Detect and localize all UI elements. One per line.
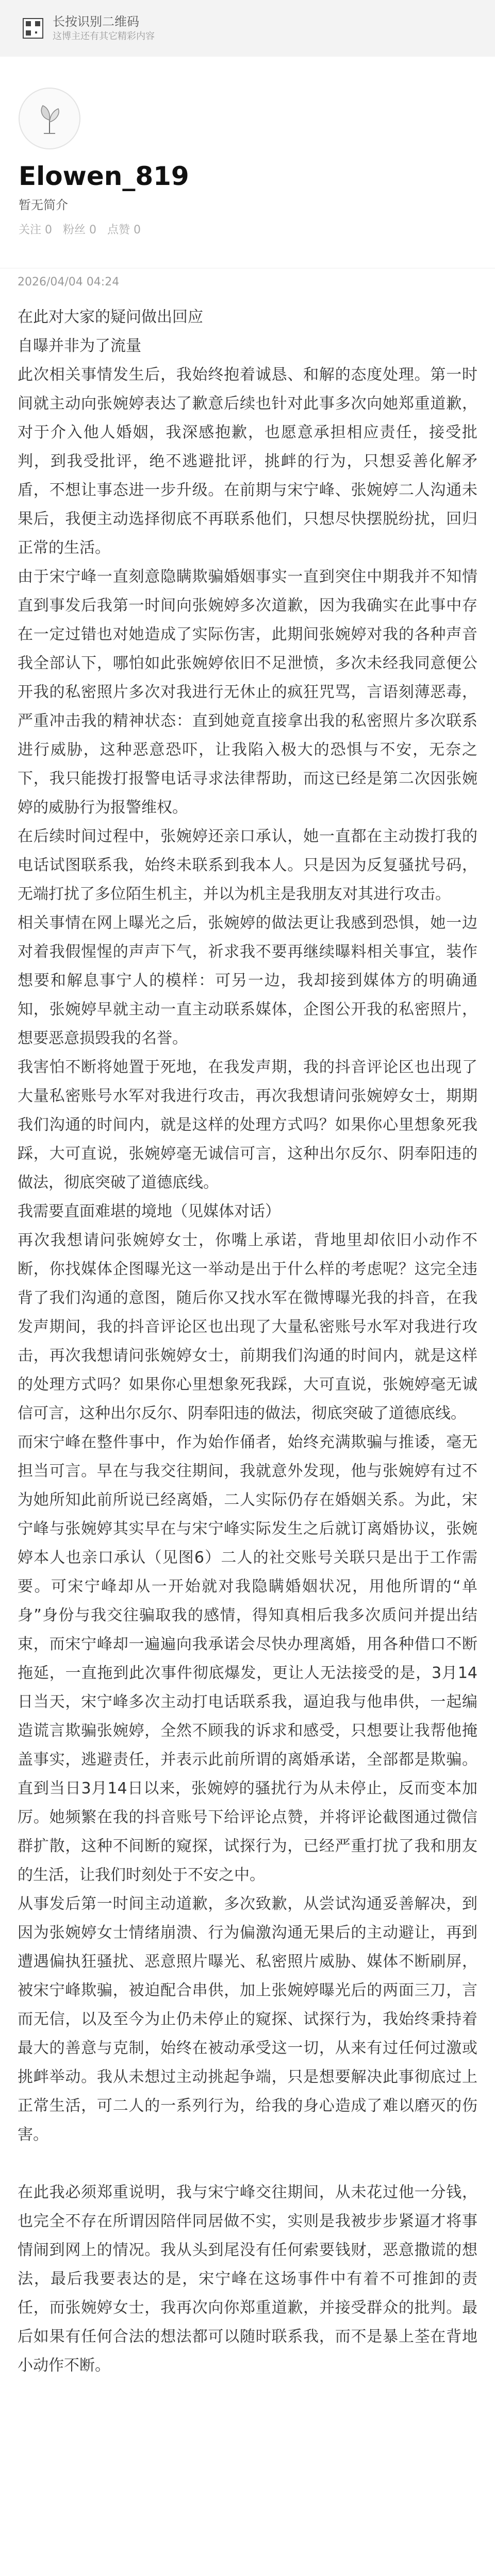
post-paragraph: 此次相关事情发生后，我始终抱着诚恳、和解的态度处理。第一时间就主动向张婉婷表达了歉意后续也针对此事多次向她郑重道歉，对于介入他人婚姻，我深感抱歉，也愿意承担相应责任，接受批判，到我受批评，绝不逃避批评，挑衅的行为，只想妥善化解矛盾，不想让事态进一步升级。在前期与宋宁峰、张婉婷二人沟通未果后，我便主动选择彻底不再联系他们，只想尽快摆脱纷扰，回归正常的生活。 bbox=[18, 366, 477, 557]
post-body bbox=[0, 272, 495, 2380]
user-stats bbox=[19, 221, 495, 237]
avatar[interactable] bbox=[19, 88, 80, 149]
post-paragraph: 再次我想请问张婉婷女士，你嘴上承诺，背地里却依旧小动作不断，你找媒体企图曝光这一举动是出于什么样的考虑呢？这完全违背了我们沟通的意图，随后你又找水军在微博曝光我的抖音，在我发声期间，我的抖音评论区也出现了大量私密账号水军对我进行攻击，再次我想请问张婉婷女士，前期我们沟通的时间内，就是这样的处理方式吗？如果你心里想象死我踩，大可直说，张婉婷毫无诚信可言，这种出尔反尔、阴奉阳违的做法，彻底突破了道德底线。 bbox=[18, 1231, 477, 1422]
like-count: 点赞 0 bbox=[107, 224, 141, 236]
post-timestamp: 2026/04/04 04:24 bbox=[18, 276, 120, 289]
follower-count[interactable]: 粉丝 0 bbox=[63, 224, 96, 236]
post-paragraph: 自曝并非为了流量 bbox=[18, 337, 141, 355]
post-paragraph: 在此我必须郑重说明，我与宋宁峰交往期间，从未花过他一分钱，也完全不存在所谓因陪伴同居做不实，实则是我被步步紧逼才将事情闹到网上的情况。我从头到尾没有任何索要钱财，恶意撒谎的想法，最后我要表达的是，宋宁峰在这场事件中有着不可推卸的责任，而张婉婷女士，我再次向你郑重道歉，并接受群众的批判。最后如果有任何合法的想法都可以随时联系我，而不是暴上荃在背地小动作不断。 bbox=[18, 2183, 477, 2375]
post-paragraph: 而宋宁峰在整件事中，作为始作俑者，始终充满欺骗与推诿，毫无担当可言。早在与我交往期间，我就意外发现，他与张婉婷有过不为她所知此前所说已经离婚，二人实际仍存在婚姻关系。为此，宋宁峰与张婉婷其实早在与宋宁峰实际发生之后就订离婚协议，张婉婷本人也亲口承认（见图6）二人的社交账号关联只是出于工作需要。可宋宁峰却从一开始就对我隐瞒婚姻状况，用他所谓的“单身”身份与我交往骗取我的感情，得知真相后我多次质问并提出结束，而宋宁峰却一遍遍向我承诺会尽快办理离婚，用各种借口不断拖延，一直拖到此次事件彻底爆发，更让人无法接受的是，3月14日当天，宋宁峰多次主动打电话联系我，逼迫我与他串供，一起编造谎言欺骗张婉婷，全然不顾我的诉求和感受，只想要让我帮他掩盖事实，逃避责任，并表示此前所谓的离婚承诺，全部都是欺骗。直到当日3月14日以来，张婉婷的骚扰行为从未停止，反而变本加厉。她频繁在我的抖音账号下给评论点赞，并将评论截图通过微信群扩散，这种不间断的窥探，试探行为，已经严重打扰了我和朋友的生活，让我们时刻处于不安之中。 bbox=[18, 1433, 477, 1884]
banner-subtitle: 这博主还有其它精彩内容 bbox=[53, 31, 155, 42]
app-banner[interactable] bbox=[0, 0, 495, 57]
post-paragraph: 由于宋宁峰一直刻意隐瞒欺骗婚姻事实一直到突住中期我并不知情直到事发后我第一时间向张婉婷多次道歉，因为我确实在此事中存在一定过错也对她造成了实际伤害，此期间张婉婷对我的各种声音我全部认下，哪怕如此张婉婷依旧不足泄愤，多次未经我同意便公开我的私密照片多次对我进行无休止的疯狂咒骂，言语刻薄恶毒，严重冲击我的精神状态：直到她竟直接拿出我的私密照片多次联系进行威胁，这种恶意恐吓，让我陷入极大的恐惧与不安，无奈之下，我只能拨打报警电话寻求法律帮助，而这已经是第二次因张婉婷的威胁行为报警维权。 bbox=[18, 568, 477, 817]
username: Elowen_819 bbox=[19, 161, 189, 191]
banner-text bbox=[53, 13, 155, 43]
plant-icon bbox=[30, 99, 69, 138]
post-paragraph: 从事发后第一时间主动道歉，多次致歉，从尝试沟通妥善解决，到因为张婉婷女士情绪崩溃、行为偏激沟通无果后的主动避让，再到遭遇偏执狂骚扰、恶意照片曝光、私密照片威胁、媒体不断刷屏，被宋宁峰欺骗，被迫配合串供，加上张婉婷曝光后的两面三刀，言而无信，以及至今为止仍未停止的窥探、试探行为，我始终秉持着最大的善意与克制，始终在被动承受这一切，从来有过任何过激或挑衅举动。我从未想过主动挑起争端，只是想要解决此事彻底过上正常生活，可二人的一系列行为，给我的身心造成了难以磨灭的伤害。 bbox=[18, 1895, 477, 2144]
paragraph-gap bbox=[18, 2149, 477, 2178]
qr-code-icon bbox=[23, 18, 43, 39]
post-paragraph: 我害怕不断将她置于死地，在我发声期，我的抖音评论区也出现了大量私密账号水军对我进行攻击，再次我想请问张婉婷女士，期期我们沟通的时间内，就是这样的处理方式吗？如果你心里想象死我踩，大可直说，张婉婷毫无诚信可言，这种出尔反尔、阴奉阳违的做法，彻底突破了道德底线。 bbox=[18, 1058, 477, 1192]
user-description: 暂无简介 bbox=[19, 198, 68, 212]
profile-header bbox=[0, 88, 495, 236]
banner-title: 长按识别二维码 bbox=[53, 14, 139, 29]
post-paragraph: 相关事情在网上曝光之后，张婉婷的做法更让我感到恐惧，她一边对着我假惺惺的声声下气，祈求我不要再继续曝料相关事宜，装作想要和解息事宁人的模样：可另一边，我却接到媒体方的明确通知，张婉婷早就主动一直主动联系媒体，企图公开我的私密照片，想要恶意损毁我的名誉。 bbox=[18, 914, 477, 1047]
post-paragraph: 在后续时间过程中，张婉婷还亲口承认，她一直都在主动拨打我的电话试图联系我，始终未联系到我本人。只是因为反复骚扰号码，无端打扰了多位陌生机主，并以为机主是我朋友对其进行攻击。 bbox=[18, 827, 477, 903]
post-paragraph: 在此对大家的疑问做出回应 bbox=[18, 308, 203, 326]
following-count[interactable]: 关注 0 bbox=[19, 224, 52, 236]
post-paragraph: 我需要直面难堪的境地（见媒体对话） bbox=[18, 1202, 280, 1221]
